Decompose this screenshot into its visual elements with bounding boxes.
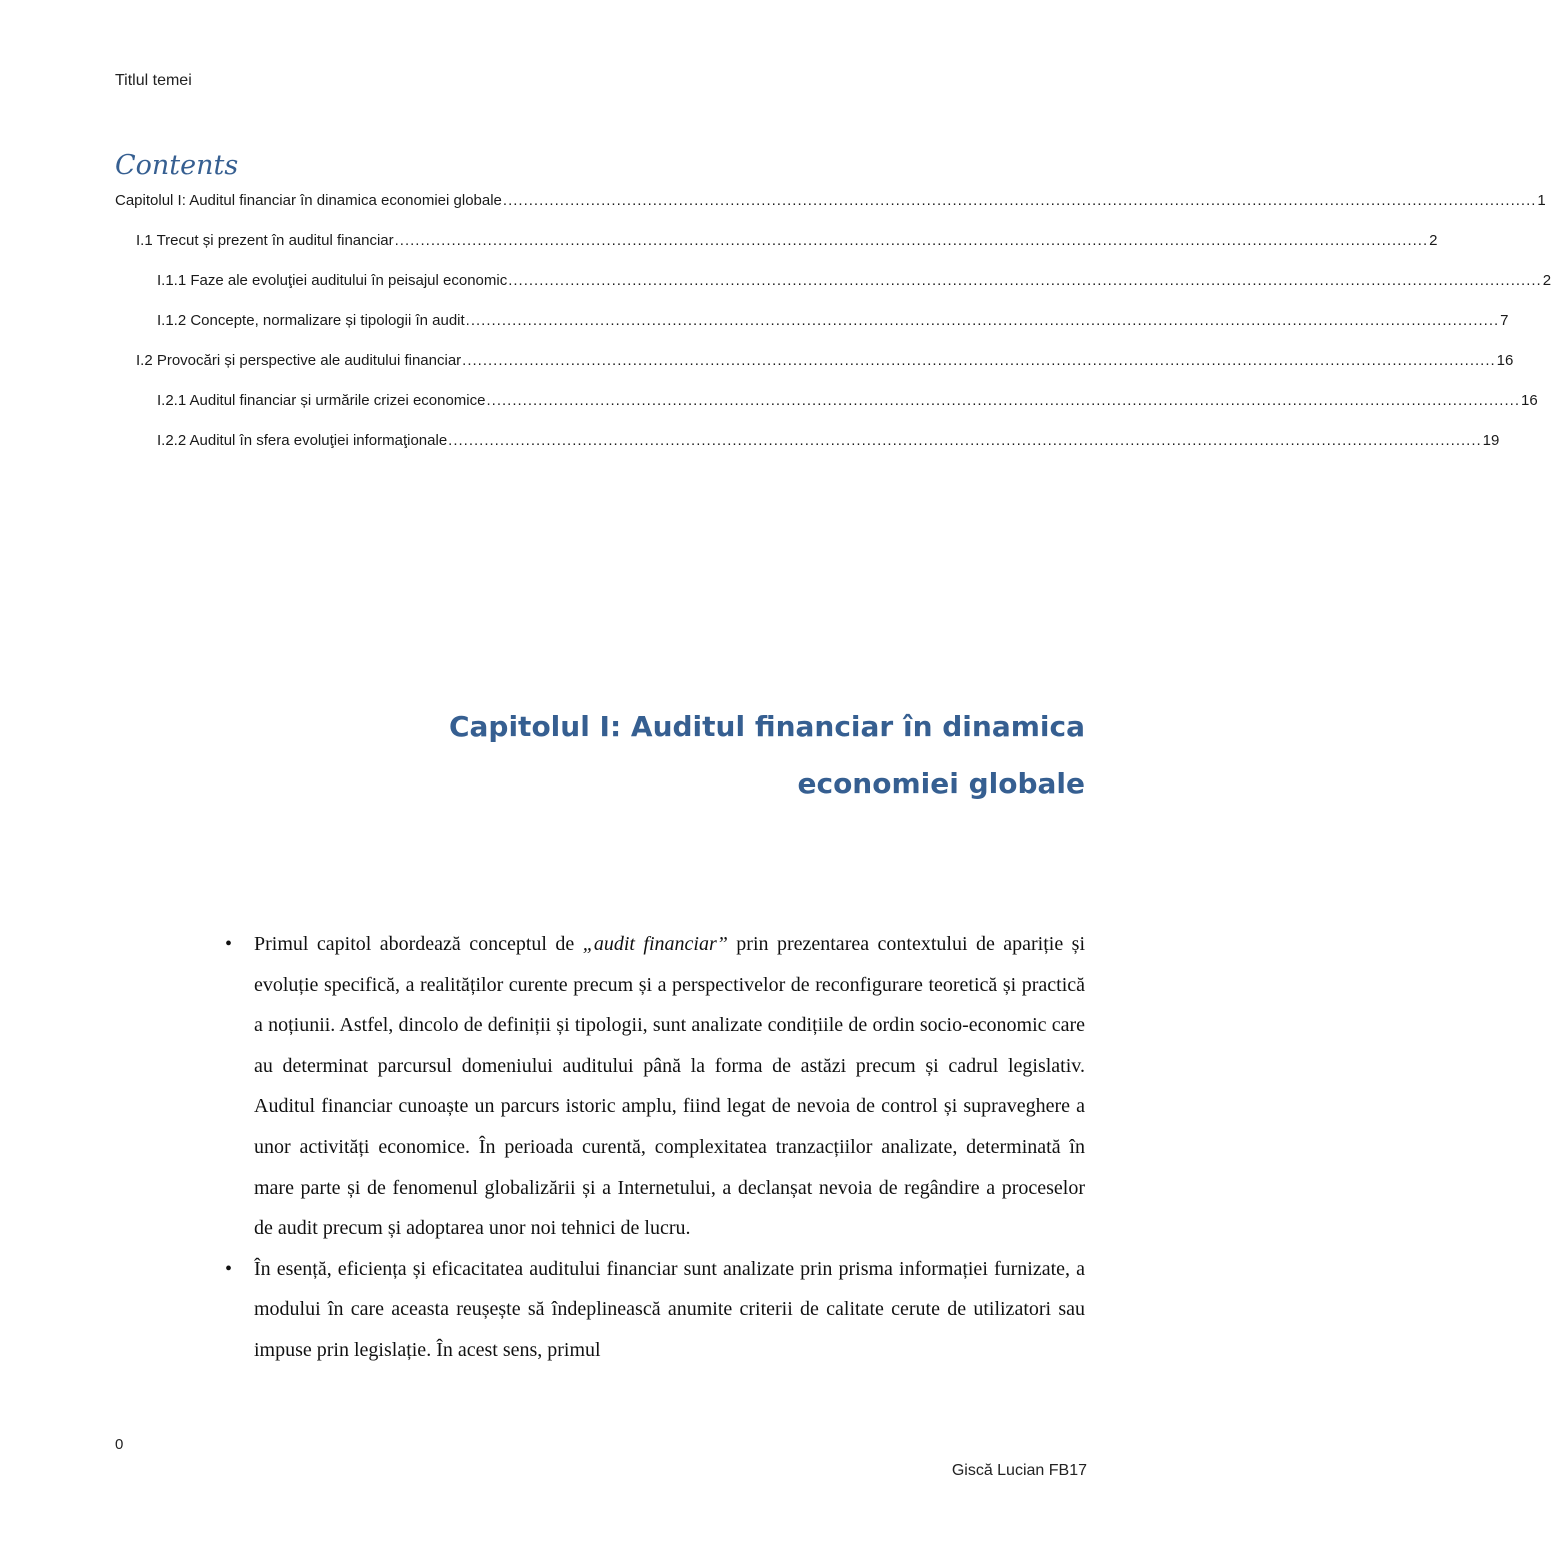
toc-dot-leader: ........................................................................................................................................................................................................ bbox=[394, 232, 1429, 249]
toc-dot-leader: ........................................................................................................................................................................................................ bbox=[465, 312, 1500, 329]
toc-entry-section-1-1[interactable] bbox=[136, 232, 1438, 256]
body-paragraph-1 bbox=[215, 924, 1085, 1249]
toc-entry-section-1-2-2[interactable] bbox=[157, 432, 1500, 456]
toc-entry-section-1-2[interactable] bbox=[136, 352, 1514, 376]
paragraph-1-emphasis: „audit financiar” bbox=[582, 933, 728, 955]
toc-entry-page: 2 bbox=[1429, 232, 1438, 249]
toc-dot-leader: ........................................................................................................................................................................................................ bbox=[486, 392, 1520, 409]
toc-entry-title: Capitolul I: Auditul financiar în dinamica economiei globale bbox=[115, 192, 502, 209]
toc-entry-page: 7 bbox=[1500, 312, 1509, 329]
toc-dot-leader: ........................................................................................................................................................................................................ bbox=[502, 192, 1537, 209]
toc-entry-title: I.1.2 Concepte, normalizare și tipologii în audit bbox=[157, 312, 465, 329]
toc-entry-title: I.2.1 Auditul financiar și urmările crizei economice bbox=[157, 392, 486, 409]
body-paragraph-2 bbox=[215, 1249, 1085, 1371]
toc-entry-page: 2 bbox=[1542, 272, 1551, 289]
toc-entry-title: I.2.2 Auditul în sfera evoluţiei informaţionale bbox=[157, 432, 448, 449]
paragraph-2-text: În esență, eficiența și eficacitatea auditului financiar sunt analizate prin prisma informației furnizate, a modului în care aceasta reușește să îndeplinească anumite criterii de calitate cerute de utilizatori sau impuse prin legislație. În acest sens, primul bbox=[254, 1257, 1085, 1361]
paragraph-1-text-start: Primul capitol abordează conceptul de bbox=[254, 933, 583, 955]
bullet-icon: • bbox=[225, 933, 233, 955]
chapter-heading-line-1: Capitolul I: Auditul financiar în dinamica bbox=[448, 710, 1085, 743]
footer-author: Giscă Lucian FB17 bbox=[951, 1462, 1087, 1479]
toc-entry-page: 16 bbox=[1496, 352, 1514, 369]
toc-entry-section-1-1-2[interactable] bbox=[157, 312, 1509, 336]
toc-dot-leader: ........................................................................................................................................................................................................ bbox=[508, 272, 1542, 289]
toc-entry-page: 1 bbox=[1537, 192, 1546, 209]
toc-entry-chapter-1[interactable] bbox=[115, 192, 1546, 216]
toc-entry-section-1-1-1[interactable] bbox=[157, 272, 1551, 296]
toc-heading: Contents bbox=[115, 150, 239, 181]
bullet-icon: • bbox=[225, 1257, 233, 1280]
toc-entry-section-1-2-1[interactable] bbox=[157, 392, 1538, 416]
toc-entry-title: I.1 Trecut și prezent în auditul financiar bbox=[136, 232, 394, 249]
toc-dot-leader: ........................................................................................................................................................................................................ bbox=[462, 352, 1496, 369]
chapter-heading bbox=[285, 698, 1085, 812]
body-bullet-list bbox=[215, 924, 1085, 1371]
running-header-title: Titlul temei bbox=[115, 72, 192, 89]
toc-dot-leader: ........................................................................................................................................................................................................ bbox=[448, 432, 1482, 449]
toc-entry-title: I.2 Provocări și perspective ale auditului financiar bbox=[136, 352, 462, 369]
toc-entry-title: I.1.1 Faze ale evoluţiei auditului în peisajul economic bbox=[157, 272, 508, 289]
paragraph-1-text-rest: prin prezentarea contextului de apariție și evoluție specifică, a realităților curente precum și a perspectivelor de reconfigurare teoretică și practică a noțiunii. Astfel, dincolo de definiții și tipologii, sunt analizate condițiile de ordin socio-economic care au determinat parcursul domeniului auditului până la forma de astăzi precum și cadrul legislativ. Auditul financiar cunoaște un parcurs istoric amplu, fiind legat de nevoia de control și supraveghere a unor activități economice. În perioada curentă, complexitatea tranzacțiilor analizate, determinată în mare parte și de fenomenul globalizării și a Internetului, a declanșat nevoia de regândire a proceselor de audit precum și adoptarea unor noi tehnici de lucru. bbox=[254, 933, 1086, 1240]
footer-page-number: 0 bbox=[115, 1436, 124, 1453]
chapter-heading-line-2: economiei globale bbox=[797, 767, 1085, 800]
toc-entry-page: 19 bbox=[1482, 432, 1500, 449]
toc-entry-page: 16 bbox=[1520, 392, 1538, 409]
